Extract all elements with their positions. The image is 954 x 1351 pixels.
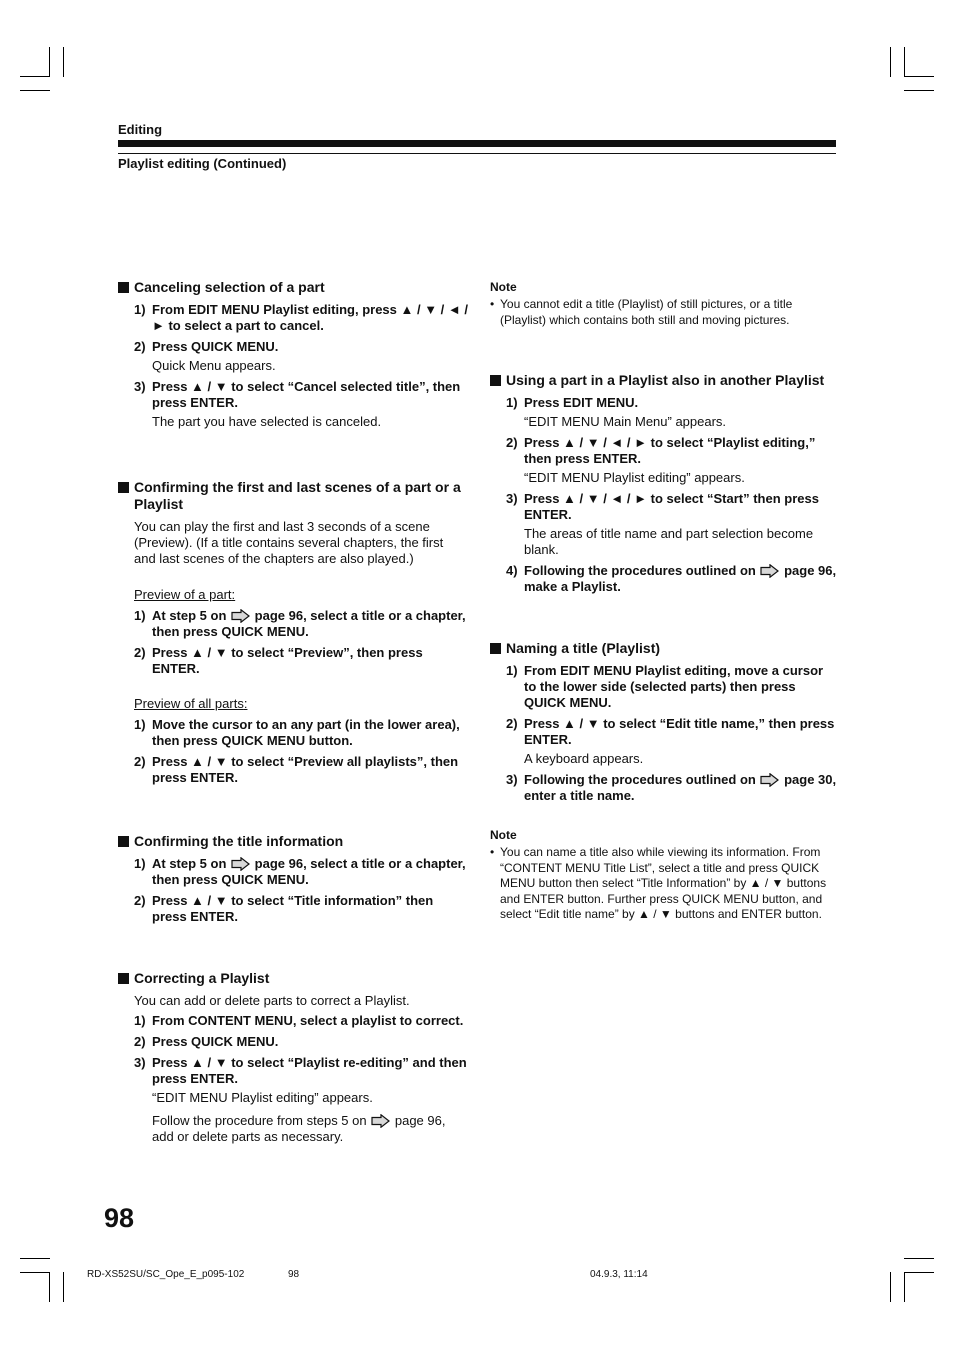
step-item: 2) Press ▲ / ▼ to select “Preview”, then press ENTER. [134, 645, 423, 676]
step-item: 1) At step 5 on page 96, select a title or a chapter, then press QUICK MENU. [134, 856, 466, 887]
step-item: 3) Press ▲ / ▼ / ◄ / ► to select “Start” then press ENTER. The areas of title name and part selection become blank. [506, 491, 819, 557]
note-heading: Note [490, 828, 517, 842]
bullet-square-icon [118, 836, 129, 847]
section-heading: Confirming the first and last scenes of a part or a Playlist [118, 479, 468, 513]
step-item: 2) Press QUICK MENU. Quick Menu appears. [134, 339, 279, 373]
bullet-square-icon [118, 482, 129, 493]
body-text: You can play the first and last 3 seconds of a scene (Preview). (If a title contains several chapters, the first and last scenes of the chapters are also played.) [134, 519, 444, 566]
section-heading: Confirming the title information [118, 833, 468, 850]
step-item: 2) Press ▲ / ▼ to select “Preview all playlists”, then press ENTER. [134, 754, 459, 785]
step-item: 1) From EDIT MENU Playlist editing, press ▲ / ▼ / ◄ / ► to select a part to cancel. [134, 302, 468, 333]
note-heading: Note [490, 280, 517, 294]
bullet-square-icon [118, 282, 129, 293]
footer-file: RD-XS52SU/SC_Ope_E_p095-102 [87, 1269, 245, 1280]
section-heading: Using a part in a Playlist also in another Playlist [490, 372, 838, 389]
step-item: 3) Press ▲ / ▼ to select “Cancel selected title”, then press ENTER. The part you have selected is canceled. [134, 379, 461, 429]
step-item: 1) From EDIT MENU Playlist editing, move a cursor to the lower side (selected parts) then press QUICK MENU. [506, 663, 824, 710]
step-item: 1) Press EDIT MENU. “EDIT MENU Main Menu” appears. [506, 395, 727, 429]
header-rule [118, 153, 836, 154]
sub-label: Preview of all parts: [134, 696, 248, 711]
section-heading: Naming a title (Playlist) [490, 640, 838, 657]
right-column [490, 279, 838, 923]
body-text: You can add or delete parts to correct a Playlist. [134, 993, 410, 1008]
step-item: 2) Press ▲ / ▼ to select “Edit title name,” then press ENTER. A keyboard appears. [506, 716, 835, 766]
page-number: 98 [104, 1203, 135, 1233]
footer-page: 98 [288, 1269, 300, 1280]
note-text: • You can name a title also while viewing its information. From “CONTENT MENU Title List”, select a title and press QUICK MENU button then select “Title Information” by ▲ / ▼ buttons and ENTER button. Further press QUICK MENU button, and select “Edit title name” by ▲ / ▼ buttons and ENTER button. [490, 845, 827, 921]
arrow-right-icon [371, 1114, 390, 1128]
step-item: 2) Press ▲ / ▼ to select “Title information” then press ENTER. [134, 893, 434, 924]
step-item: 4) Following the procedures outlined on page 96, make a Playlist. [506, 563, 837, 594]
note-text: • You cannot edit a title (Playlist) of still pictures, or a title (Playlist) which contains both still and moving pictures. [490, 297, 793, 327]
arrow-right-icon [231, 609, 250, 623]
follow-text: Follow the procedure from steps 5 on page 96, add or delete parts as necessary. [152, 1113, 446, 1144]
step-item: 2) Press ▲ / ▼ / ◄ / ► to select “Playlist editing,” then press ENTER. “EDIT MENU Playlist editing” appears. [506, 435, 816, 485]
step-item: 1) From CONTENT MENU, select a playlist to correct. [134, 1013, 464, 1028]
sub-label: Preview of a part: [134, 587, 236, 602]
arrow-right-icon [760, 773, 779, 787]
arrow-right-icon [760, 564, 779, 578]
header-bar [118, 140, 836, 147]
bullet-square-icon [118, 973, 129, 984]
section-heading: Correcting a Playlist [118, 970, 468, 987]
left-column [118, 279, 468, 1150]
step-item: 3) Press ▲ / ▼ to select “Playlist re-editing” and then press ENTER. “EDIT MENU Playlist editing” appears. [134, 1055, 467, 1105]
step-item: 1) Move the cursor to an any part (in the lower area), then press QUICK MENU button. [134, 717, 460, 748]
section-title: Editing [118, 122, 163, 137]
step-item: 2) Press QUICK MENU. [134, 1034, 279, 1049]
step-item: 1) At step 5 on page 96, select a title or a chapter, then press QUICK MENU. [134, 608, 466, 639]
footer-date: 04.9.3, 11:14 [590, 1269, 648, 1280]
step-item: 3) Following the procedures outlined on page 30, enter a title name. [506, 772, 837, 803]
bullet-square-icon [490, 375, 501, 386]
bullet-square-icon [490, 643, 501, 654]
page-subtitle: Playlist editing (Continued) [118, 156, 287, 171]
section-heading: Canceling selection of a part [118, 279, 468, 296]
arrow-right-icon [231, 857, 250, 871]
